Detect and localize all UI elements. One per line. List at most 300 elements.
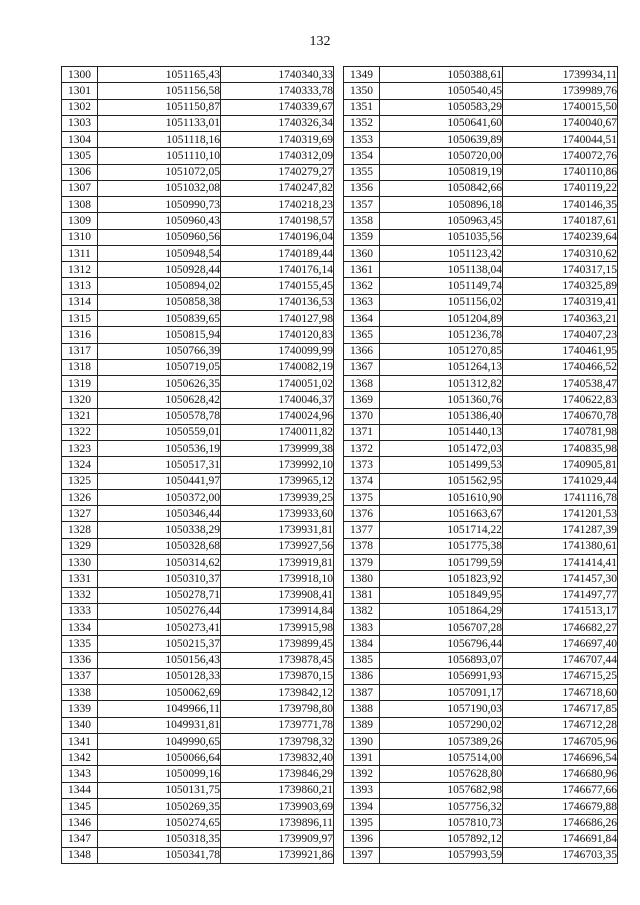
- point-number-cell: 1371: [344, 424, 380, 440]
- y-coordinate-cell: 1739846,29: [221, 766, 334, 782]
- x-coordinate-cell: 1050819,19: [380, 164, 503, 180]
- x-coordinate-cell: 1057514,00: [380, 750, 503, 766]
- point-number-cell: 1386: [344, 668, 380, 684]
- y-coordinate-cell: 1740622,83: [503, 392, 618, 408]
- table-row: [62, 392, 334, 408]
- table-row: [344, 294, 618, 310]
- point-number-cell: 1330: [62, 554, 98, 570]
- table-row: [344, 148, 618, 164]
- x-coordinate-cell: 1050960,56: [98, 229, 221, 245]
- x-coordinate-cell: 1050842,66: [380, 180, 503, 196]
- point-number-cell: 1372: [344, 441, 380, 457]
- table-row: [344, 229, 618, 245]
- point-number-cell: 1307: [62, 180, 98, 196]
- table-row: [62, 457, 334, 473]
- y-coordinate-cell: 1740044,51: [503, 132, 618, 148]
- point-number-cell: 1338: [62, 685, 98, 701]
- table-row: [62, 441, 334, 457]
- x-coordinate-cell: 1057091,17: [380, 685, 503, 701]
- x-coordinate-cell: 1051312,82: [380, 376, 503, 392]
- table-row: [62, 408, 334, 424]
- x-coordinate-cell: 1051864,29: [380, 603, 503, 619]
- table-row: [62, 424, 334, 440]
- y-coordinate-cell: 1740189,44: [221, 245, 334, 261]
- x-coordinate-cell: 1050388,61: [380, 67, 503, 83]
- y-coordinate-cell: 1740325,89: [503, 278, 618, 294]
- x-coordinate-cell: 1050766,39: [98, 343, 221, 359]
- table-row: [344, 408, 618, 424]
- x-coordinate-cell: 1050928,44: [98, 262, 221, 278]
- table-row: [344, 685, 618, 701]
- x-coordinate-cell: 1050540,45: [380, 83, 503, 99]
- point-number-cell: 1336: [62, 652, 98, 668]
- point-number-cell: 1385: [344, 652, 380, 668]
- x-coordinate-cell: 1051035,56: [380, 229, 503, 245]
- x-coordinate-cell: 1050215,37: [98, 636, 221, 652]
- x-coordinate-cell: 1049966,11: [98, 701, 221, 717]
- point-number-cell: 1304: [62, 132, 98, 148]
- x-coordinate-cell: 1051165,43: [98, 67, 221, 83]
- table-row: [344, 554, 618, 570]
- x-coordinate-cell: 1050099,16: [98, 766, 221, 782]
- x-coordinate-cell: 1056893,07: [380, 652, 503, 668]
- x-coordinate-cell: 1051440,13: [380, 424, 503, 440]
- x-coordinate-cell: 1057993,59: [380, 847, 503, 863]
- table-row: [344, 652, 618, 668]
- x-coordinate-cell: 1057756,32: [380, 798, 503, 814]
- y-coordinate-cell: 1746677,66: [503, 782, 618, 798]
- x-coordinate-cell: 1051775,38: [380, 538, 503, 554]
- point-number-cell: 1333: [62, 603, 98, 619]
- y-coordinate-cell: 1740136,53: [221, 294, 334, 310]
- point-number-cell: 1366: [344, 343, 380, 359]
- x-coordinate-cell: 1050274,65: [98, 815, 221, 831]
- x-coordinate-cell: 1050278,71: [98, 587, 221, 603]
- point-number-cell: 1316: [62, 327, 98, 343]
- point-number-cell: 1355: [344, 164, 380, 180]
- y-coordinate-cell: 1740146,35: [503, 197, 618, 213]
- x-coordinate-cell: 1051236,78: [380, 327, 503, 343]
- point-number-cell: 1354: [344, 148, 380, 164]
- table-row: [344, 798, 618, 814]
- point-number-cell: 1368: [344, 376, 380, 392]
- y-coordinate-cell: 1740218,23: [221, 197, 334, 213]
- x-coordinate-cell: 1049990,65: [98, 733, 221, 749]
- y-coordinate-cell: 1746691,84: [503, 831, 618, 847]
- table-row: [62, 652, 334, 668]
- y-coordinate-cell: 1739903,69: [221, 798, 334, 814]
- x-coordinate-cell: 1051799,59: [380, 554, 503, 570]
- point-number-cell: 1394: [344, 798, 380, 814]
- table-row: [344, 262, 618, 278]
- table-row: [344, 587, 618, 603]
- point-number-cell: 1373: [344, 457, 380, 473]
- y-coordinate-cell: 1741201,53: [503, 506, 618, 522]
- x-coordinate-cell: 1050372,00: [98, 489, 221, 505]
- point-number-cell: 1327: [62, 506, 98, 522]
- table-row: [62, 148, 334, 164]
- point-number-cell: 1322: [62, 424, 98, 440]
- table-row: [344, 847, 618, 863]
- point-number-cell: 1344: [62, 782, 98, 798]
- table-row: [62, 685, 334, 701]
- y-coordinate-cell: 1739909,97: [221, 831, 334, 847]
- table-row: [344, 310, 618, 326]
- y-coordinate-cell: 1739878,45: [221, 652, 334, 668]
- y-coordinate-cell: 1740319,69: [221, 132, 334, 148]
- x-coordinate-cell: 1050066,64: [98, 750, 221, 766]
- y-coordinate-cell: 1739939,25: [221, 489, 334, 505]
- y-coordinate-cell: 1740110,86: [503, 164, 618, 180]
- x-coordinate-cell: 1050720,00: [380, 148, 503, 164]
- table-row: [344, 766, 618, 782]
- point-number-cell: 1391: [344, 750, 380, 766]
- x-coordinate-cell: 1051714,22: [380, 522, 503, 538]
- point-number-cell: 1341: [62, 733, 98, 749]
- point-number-cell: 1395: [344, 815, 380, 831]
- table-row: [344, 115, 618, 131]
- y-coordinate-cell: 1740051,02: [221, 376, 334, 392]
- point-number-cell: 1320: [62, 392, 98, 408]
- table-row: [62, 620, 334, 636]
- y-coordinate-cell: 1739860,21: [221, 782, 334, 798]
- x-coordinate-cell: 1051150,87: [98, 99, 221, 115]
- table-row: [344, 457, 618, 473]
- table-row: [62, 310, 334, 326]
- x-coordinate-cell: 1056991,93: [380, 668, 503, 684]
- y-coordinate-cell: 1739992,10: [221, 457, 334, 473]
- y-coordinate-cell: 1739842,12: [221, 685, 334, 701]
- y-coordinate-cell: 1739933,60: [221, 506, 334, 522]
- y-coordinate-cell: 1740247,82: [221, 180, 334, 196]
- point-number-cell: 1329: [62, 538, 98, 554]
- y-coordinate-cell: 1740461,95: [503, 343, 618, 359]
- point-number-cell: 1315: [62, 310, 98, 326]
- point-number-cell: 1324: [62, 457, 98, 473]
- y-coordinate-cell: 1746682,27: [503, 620, 618, 636]
- x-coordinate-cell: 1050815,94: [98, 327, 221, 343]
- page-number: 132: [309, 34, 331, 49]
- point-number-cell: 1382: [344, 603, 380, 619]
- table-row: [62, 262, 334, 278]
- x-coordinate-cell: 1051610,90: [380, 489, 503, 505]
- x-coordinate-cell: 1050894,02: [98, 278, 221, 294]
- y-coordinate-cell: 1740781,98: [503, 424, 618, 440]
- x-coordinate-cell: 1051138,04: [380, 262, 503, 278]
- table-row: [62, 847, 334, 863]
- x-coordinate-cell: 1050441,97: [98, 473, 221, 489]
- table-row: [344, 831, 618, 847]
- x-coordinate-cell: 1051110,10: [98, 148, 221, 164]
- x-coordinate-cell: 1051204,89: [380, 310, 503, 326]
- table-row: [344, 99, 618, 115]
- point-number-cell: 1352: [344, 115, 380, 131]
- point-number-cell: 1310: [62, 229, 98, 245]
- y-coordinate-cell: 1739921,86: [221, 847, 334, 863]
- y-coordinate-cell: 1740339,67: [221, 99, 334, 115]
- x-coordinate-cell: 1051360,76: [380, 392, 503, 408]
- y-coordinate-cell: 1740187,61: [503, 213, 618, 229]
- x-coordinate-cell: 1050963,45: [380, 213, 503, 229]
- table-row: [344, 376, 618, 392]
- point-number-cell: 1337: [62, 668, 98, 684]
- x-coordinate-cell: 1050858,38: [98, 294, 221, 310]
- x-coordinate-cell: 1056796,44: [380, 636, 503, 652]
- x-coordinate-cell: 1050269,35: [98, 798, 221, 814]
- y-coordinate-cell: 1740082,19: [221, 359, 334, 375]
- table-row: [62, 473, 334, 489]
- y-coordinate-cell: 1739798,32: [221, 733, 334, 749]
- point-number-cell: 1377: [344, 522, 380, 538]
- point-number-cell: 1378: [344, 538, 380, 554]
- x-coordinate-cell: 1050156,43: [98, 652, 221, 668]
- point-number-cell: 1381: [344, 587, 380, 603]
- table-row: [344, 164, 618, 180]
- x-coordinate-cell: 1050314,62: [98, 554, 221, 570]
- table-row: [62, 815, 334, 831]
- point-number-cell: 1393: [344, 782, 380, 798]
- y-coordinate-cell: 1740040,67: [503, 115, 618, 131]
- point-number-cell: 1328: [62, 522, 98, 538]
- table-row: [62, 376, 334, 392]
- point-number-cell: 1300: [62, 67, 98, 83]
- x-coordinate-cell: 1051499,53: [380, 457, 503, 473]
- point-number-cell: 1357: [344, 197, 380, 213]
- y-coordinate-cell: 1740670,78: [503, 408, 618, 424]
- point-number-cell: 1319: [62, 376, 98, 392]
- table-row: [62, 245, 334, 261]
- y-coordinate-cell: 1739999,38: [221, 441, 334, 457]
- y-coordinate-cell: 1741116,78: [503, 489, 618, 505]
- point-number-cell: 1325: [62, 473, 98, 489]
- point-number-cell: 1350: [344, 83, 380, 99]
- table-row: [344, 441, 618, 457]
- table-row: [344, 701, 618, 717]
- x-coordinate-cell: 1050639,89: [380, 132, 503, 148]
- table-row: [62, 766, 334, 782]
- table-row: [62, 99, 334, 115]
- point-number-cell: 1326: [62, 489, 98, 505]
- y-coordinate-cell: 1740340,33: [221, 67, 334, 83]
- x-coordinate-cell: 1050896,18: [380, 197, 503, 213]
- x-coordinate-cell: 1051823,92: [380, 571, 503, 587]
- y-coordinate-cell: 1746705,96: [503, 733, 618, 749]
- y-coordinate-cell: 1740196,04: [221, 229, 334, 245]
- table-row: [344, 620, 618, 636]
- y-coordinate-cell: 1739899,45: [221, 636, 334, 652]
- y-coordinate-cell: 1739914,84: [221, 603, 334, 619]
- x-coordinate-cell: 1050517,31: [98, 457, 221, 473]
- table-row: [62, 164, 334, 180]
- point-number-cell: 1383: [344, 620, 380, 636]
- table-row: [62, 115, 334, 131]
- x-coordinate-cell: 1051032,08: [98, 180, 221, 196]
- table-row: [344, 717, 618, 733]
- point-number-cell: 1308: [62, 197, 98, 213]
- y-coordinate-cell: 1746715,25: [503, 668, 618, 684]
- x-coordinate-cell: 1050839,65: [98, 310, 221, 326]
- point-number-cell: 1387: [344, 685, 380, 701]
- y-coordinate-cell: 1739927,56: [221, 538, 334, 554]
- point-number-cell: 1392: [344, 766, 380, 782]
- y-coordinate-cell: 1740407,23: [503, 327, 618, 343]
- point-number-cell: 1380: [344, 571, 380, 587]
- table-row: [344, 571, 618, 587]
- x-coordinate-cell: 1051156,58: [98, 83, 221, 99]
- y-coordinate-cell: 1739989,76: [503, 83, 618, 99]
- table-row: [344, 67, 618, 83]
- point-number-cell: 1369: [344, 392, 380, 408]
- x-coordinate-cell: 1050328,68: [98, 538, 221, 554]
- x-coordinate-cell: 1051663,67: [380, 506, 503, 522]
- point-number-cell: 1388: [344, 701, 380, 717]
- point-number-cell: 1376: [344, 506, 380, 522]
- y-coordinate-cell: 1740835,98: [503, 441, 618, 457]
- x-coordinate-cell: 1057810,73: [380, 815, 503, 831]
- point-number-cell: 1375: [344, 489, 380, 505]
- x-coordinate-cell: 1057190,03: [380, 701, 503, 717]
- y-coordinate-cell: 1740363,21: [503, 310, 618, 326]
- table-row: [62, 489, 334, 505]
- y-coordinate-cell: 1740119,22: [503, 180, 618, 196]
- point-number-cell: 1379: [344, 554, 380, 570]
- x-coordinate-cell: 1051386,40: [380, 408, 503, 424]
- y-coordinate-cell: 1739798,80: [221, 701, 334, 717]
- point-number-cell: 1349: [344, 67, 380, 83]
- table-row: [62, 359, 334, 375]
- x-coordinate-cell: 1050628,42: [98, 392, 221, 408]
- point-number-cell: 1313: [62, 278, 98, 294]
- table-row: [344, 522, 618, 538]
- table-row: [62, 750, 334, 766]
- table-row: [62, 554, 334, 570]
- point-number-cell: 1339: [62, 701, 98, 717]
- point-number-cell: 1340: [62, 717, 98, 733]
- point-number-cell: 1365: [344, 327, 380, 343]
- y-coordinate-cell: 1740312,09: [221, 148, 334, 164]
- y-coordinate-cell: 1740466,52: [503, 359, 618, 375]
- y-coordinate-cell: 1741287,39: [503, 522, 618, 538]
- table-row: [344, 180, 618, 196]
- point-number-cell: 1358: [344, 213, 380, 229]
- x-coordinate-cell: 1051072,05: [98, 164, 221, 180]
- point-number-cell: 1312: [62, 262, 98, 278]
- point-number-cell: 1306: [62, 164, 98, 180]
- y-coordinate-cell: 1740317,15: [503, 262, 618, 278]
- table-row: [344, 636, 618, 652]
- table-row: [62, 636, 334, 652]
- point-number-cell: 1323: [62, 441, 98, 457]
- y-coordinate-cell: 1739870,15: [221, 668, 334, 684]
- point-number-cell: 1301: [62, 83, 98, 99]
- x-coordinate-cell: 1050273,41: [98, 620, 221, 636]
- y-coordinate-cell: 1746679,88: [503, 798, 618, 814]
- table-row: [344, 197, 618, 213]
- table-row: [62, 343, 334, 359]
- x-coordinate-cell: 1050583,29: [380, 99, 503, 115]
- x-coordinate-cell: 1050128,33: [98, 668, 221, 684]
- point-number-cell: 1334: [62, 620, 98, 636]
- y-coordinate-cell: 1740198,57: [221, 213, 334, 229]
- x-coordinate-cell: 1056707,28: [380, 620, 503, 636]
- table-row: [344, 603, 618, 619]
- table-row: [344, 538, 618, 554]
- y-coordinate-cell: 1740127,98: [221, 310, 334, 326]
- table-row: [62, 717, 334, 733]
- y-coordinate-cell: 1746718,60: [503, 685, 618, 701]
- y-coordinate-cell: 1740176,14: [221, 262, 334, 278]
- point-number-cell: 1321: [62, 408, 98, 424]
- table-row: [344, 424, 618, 440]
- x-coordinate-cell: 1050341,78: [98, 847, 221, 863]
- table-row: [62, 603, 334, 619]
- y-coordinate-cell: 1746717,85: [503, 701, 618, 717]
- table-row: [62, 782, 334, 798]
- table-row: [344, 489, 618, 505]
- x-coordinate-cell: 1051849,95: [380, 587, 503, 603]
- x-coordinate-cell: 1057628,80: [380, 766, 503, 782]
- table-row: [62, 294, 334, 310]
- y-coordinate-cell: 1739965,12: [221, 473, 334, 489]
- y-coordinate-cell: 1739918,10: [221, 571, 334, 587]
- x-coordinate-cell: 1057389,26: [380, 733, 503, 749]
- table-row: [62, 668, 334, 684]
- point-number-cell: 1397: [344, 847, 380, 863]
- point-number-cell: 1347: [62, 831, 98, 847]
- y-coordinate-cell: 1740538,47: [503, 376, 618, 392]
- x-coordinate-cell: 1050131,75: [98, 782, 221, 798]
- x-coordinate-cell: 1050338,29: [98, 522, 221, 538]
- x-coordinate-cell: 1051562,95: [380, 473, 503, 489]
- y-coordinate-cell: 1739908,41: [221, 587, 334, 603]
- point-number-cell: 1303: [62, 115, 98, 131]
- table-row: [344, 506, 618, 522]
- x-coordinate-cell: 1051156,02: [380, 294, 503, 310]
- point-number-cell: 1311: [62, 245, 98, 261]
- point-number-cell: 1309: [62, 213, 98, 229]
- x-coordinate-cell: 1051270,85: [380, 343, 503, 359]
- table-row: [62, 831, 334, 847]
- table-row: [62, 538, 334, 554]
- y-coordinate-cell: 1746680,96: [503, 766, 618, 782]
- table-row: [62, 506, 334, 522]
- table-row: [344, 278, 618, 294]
- x-coordinate-cell: 1050318,35: [98, 831, 221, 847]
- point-number-cell: 1318: [62, 359, 98, 375]
- y-coordinate-cell: 1740310,62: [503, 245, 618, 261]
- y-coordinate-cell: 1739896,11: [221, 815, 334, 831]
- y-coordinate-cell: 1746696,54: [503, 750, 618, 766]
- x-coordinate-cell: 1051123,42: [380, 245, 503, 261]
- point-number-cell: 1314: [62, 294, 98, 310]
- point-number-cell: 1332: [62, 587, 98, 603]
- table-row: [344, 815, 618, 831]
- y-coordinate-cell: 1739919,81: [221, 554, 334, 570]
- point-number-cell: 1343: [62, 766, 98, 782]
- table-row: [344, 327, 618, 343]
- x-coordinate-cell: 1051149,74: [380, 278, 503, 294]
- y-coordinate-cell: 1740046,37: [221, 392, 334, 408]
- y-coordinate-cell: 1739934,11: [503, 67, 618, 83]
- table-row: [62, 67, 334, 83]
- x-coordinate-cell: 1050990,73: [98, 197, 221, 213]
- point-number-cell: 1363: [344, 294, 380, 310]
- table-row: [62, 213, 334, 229]
- y-coordinate-cell: 1741029,44: [503, 473, 618, 489]
- point-number-cell: 1342: [62, 750, 98, 766]
- point-number-cell: 1317: [62, 343, 98, 359]
- y-coordinate-cell: 1740024,96: [221, 408, 334, 424]
